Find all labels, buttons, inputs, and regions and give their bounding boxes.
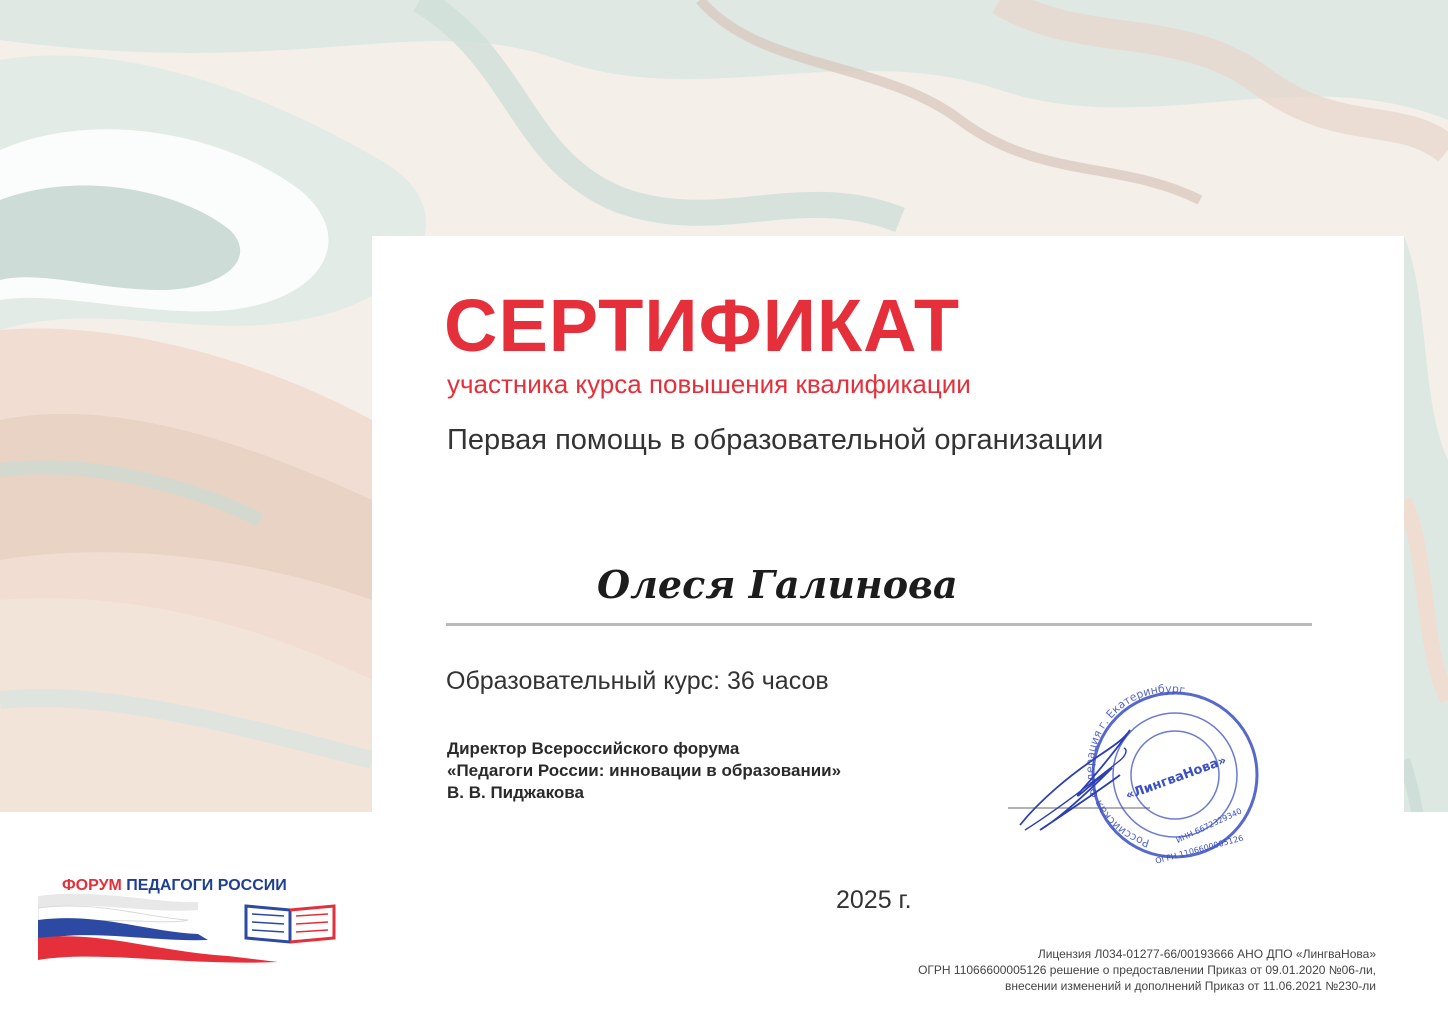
license-line-3: внесении изменений и дополнений Приказ от 11.06.2021 №230-ли [1004,979,1376,993]
license-line-1: Лицензия Л034-01277-66/00193666 АНО ДПО «ЛингваНова» [1037,947,1376,961]
director-name: В. В. Пиджакова [447,783,584,802]
seal-center-text: «ЛингваНова» [1123,753,1229,804]
stamp-and-signature [1000,680,1270,870]
certificate-year: 2025 г. [836,886,912,914]
certificate-subtitle: участника курса повышения квалификации [447,369,971,399]
open-book-icon [246,906,334,942]
director-title: Директор Всероссийского форума [447,739,740,758]
license-line-2: ОГРН 11066600005126 решение о предоставлении Приказ от 09.01.2020 №06-ли, [918,963,1376,977]
name-underline [446,623,1312,626]
logo-text-forum: ФОРУМ [62,877,122,894]
seal-ogrn-text: ОГРН 1106600005126 [1154,833,1245,866]
forum-logo-text [62,876,287,896]
seal-ring-text: Российская Федерация г. Екатеринбург [1083,682,1187,850]
svg-text:Российская Федерация г. Екатер [1083,682,1186,849]
license-info [918,946,1376,994]
course-name: Первая помощь в образовательной организации [447,424,1104,456]
certificate-title: СЕРТИФИКАТ [444,284,961,367]
recipient-name: Олеся Галинова [597,562,958,607]
director-forum: «Педагоги России: инновации в образовании» [447,761,842,780]
logo-text-pedagogi: ПЕДАГОГИ РОССИИ [126,877,287,894]
seal-inn-text: ИНН 6672329340 [1174,806,1244,845]
director-signature-block [447,738,841,804]
course-hours: Образовательный курс: 36 часов [446,667,829,695]
